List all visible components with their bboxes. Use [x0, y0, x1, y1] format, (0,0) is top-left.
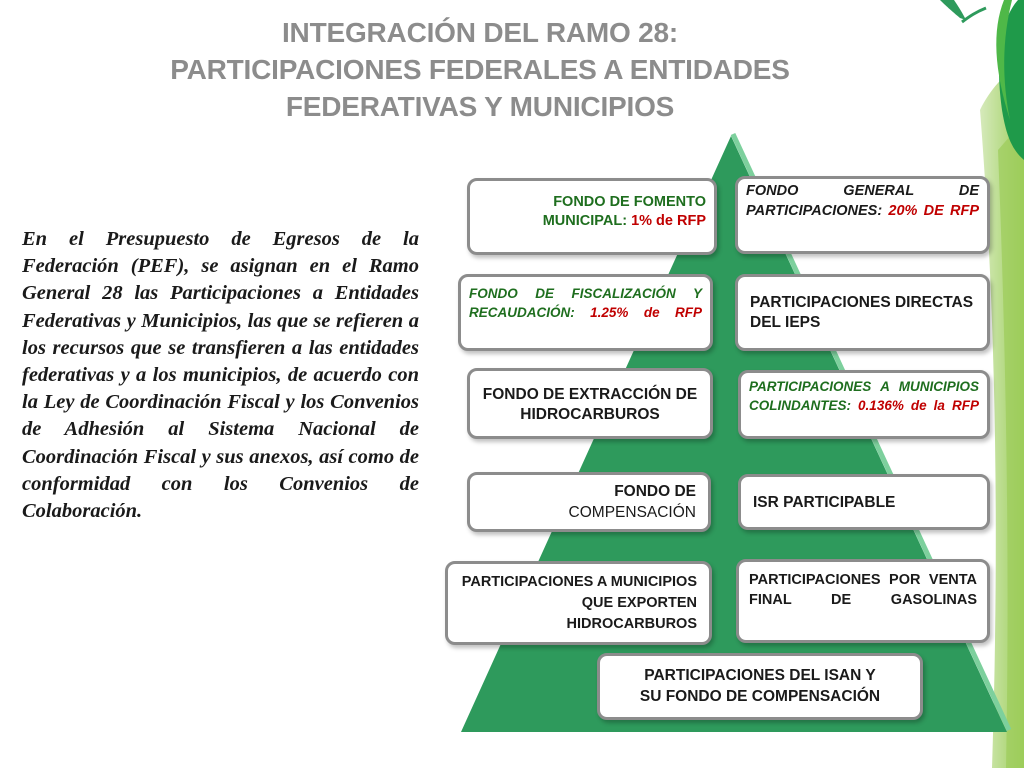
body-paragraph: En el Presupuesto de Egresos de la Federación (PEF), se asignan en el Ramo General 28 las Participaciones a Entidades Federativas y Municipios, las que se refieren a los recursos que se transfieren a las entidades federativas y a los municipios, de acuerdo con la Ley de Coordinación Fiscal y los Convenios de Adhesión al Sistema Nacional de Coordinación Fiscal y sus anexos, así como de conformidad con los Convenios de Colaboración. [22, 228, 419, 523]
extraccion-label: FONDO DE EXTRACCIÓN DE HIDROCARBUROS [482, 386, 698, 423]
fiscalizacion-label: FONDO DE FISCALIZACIÓN Y RECAUDACIÓN: [469, 286, 702, 320]
isan-line-1: PARTICIPACIONES DEL ISAN Y [644, 667, 876, 684]
general-value: 20% DE RFP [888, 203, 979, 219]
colindantes-value: 0.136% de la RFP [858, 398, 979, 413]
fondo-fiscalizacion-box [458, 274, 713, 351]
ieps-label: PARTICIPACIONES DIRECTAS DEL IEPS [750, 294, 974, 331]
compensacion-line-2: COMPENSACIÓN [568, 504, 696, 521]
title-line-1: INTEGRACIÓN DEL RAMO 28: [281, 17, 679, 48]
participaciones-gasolinas-box [736, 559, 990, 643]
isr-label: ISR PARTICIPABLE [753, 494, 896, 511]
participaciones-ieps-box [735, 274, 990, 351]
fomento-label: FONDO DE FOMENTO MUNICIPAL: [542, 194, 706, 229]
gasolinas-label: PARTICIPACIONES POR VENTA FINAL DE GASOLINAS [749, 572, 977, 608]
participaciones-exporten-box [445, 561, 712, 645]
compensacion-line-1: FONDO DE [614, 483, 696, 500]
fondo-fomento-municipal-box [467, 178, 717, 255]
title-line-2: PARTICIPACIONES FEDERALES A ENTIDADES [170, 54, 790, 85]
participaciones-isan-box [597, 653, 923, 720]
fondo-general-participaciones-box [735, 176, 990, 254]
colindantes-label: PARTICIPACIONES A MUNICIPIOS COLINDANTES: [749, 379, 979, 413]
title-line-3: FEDERATIVAS Y MUNICIPIOS [285, 91, 675, 122]
fiscalizacion-value: 1.25% de RFP [590, 304, 702, 320]
slide-title [100, 14, 860, 125]
exporten-label: PARTICIPACIONES A MUNICIPIOS QUE EXPORTEN HIDROCARBUROS [461, 574, 697, 632]
fondo-extraccion-box [467, 368, 713, 439]
general-label: FONDO GENERAL DE PARTICIPACIONES: [746, 183, 979, 219]
fondo-compensacion-box [467, 472, 711, 532]
participaciones-colindantes-box [738, 370, 990, 439]
fomento-value: 1% de RFP [631, 213, 706, 229]
isan-line-2: SU FONDO DE COMPENSACIÓN [639, 688, 881, 705]
isr-participable-box [738, 474, 990, 530]
